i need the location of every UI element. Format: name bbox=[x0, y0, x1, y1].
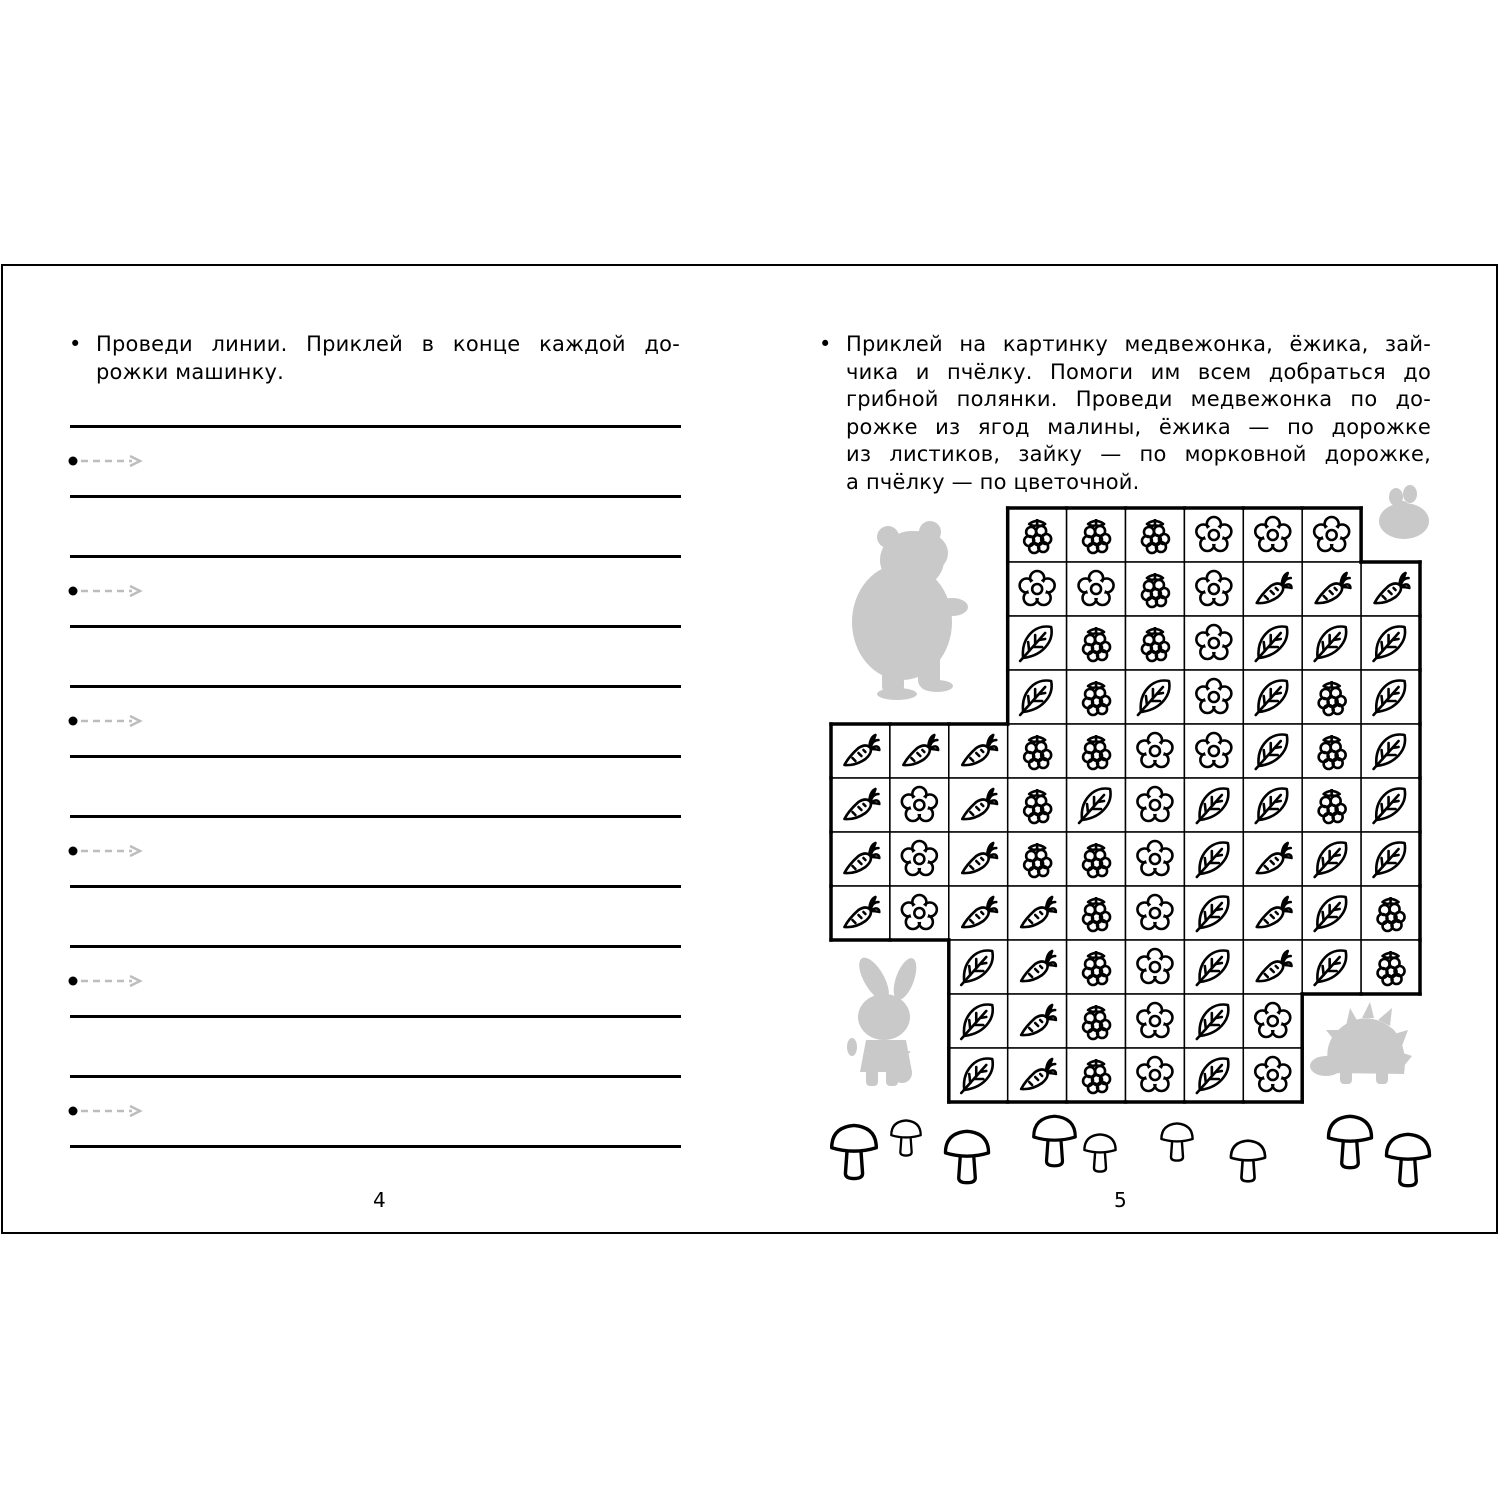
maze-cell bbox=[949, 778, 1008, 832]
maze-cell bbox=[1243, 940, 1302, 994]
maze-cell bbox=[1361, 562, 1420, 616]
maze-cell bbox=[1243, 562, 1302, 616]
hedgehog-silhouette bbox=[1310, 1018, 1405, 1084]
instruction-line: грибной полянки. Проведи медвежонка по до- bbox=[846, 387, 1431, 411]
maze-cell bbox=[1008, 994, 1067, 1048]
instruction-line: рожке из ягод малины, ёжика — по дорожке bbox=[846, 414, 1431, 439]
maze-cell bbox=[831, 886, 890, 940]
instruction-line: Проведи линии. Приклей в конце каждой до- bbox=[96, 332, 680, 356]
instruction-line: рожки машинку. bbox=[96, 359, 284, 384]
mushroom-icon bbox=[1084, 1134, 1115, 1171]
maze-cell bbox=[1243, 886, 1302, 940]
instruction-line: чика и пчёлку. Помоги им всем добраться до bbox=[846, 359, 1431, 384]
mushroom-icon bbox=[1231, 1141, 1265, 1182]
instruction-line: из листиков, зайку — по морковной дорожке, bbox=[846, 442, 1431, 466]
maze-cell bbox=[949, 724, 1008, 778]
mushroom-icon bbox=[1386, 1134, 1429, 1185]
mushroom-icon bbox=[891, 1120, 920, 1155]
instruction-line: а пчёлку — по цветочной. bbox=[846, 469, 1140, 494]
mushroom-icon bbox=[945, 1131, 988, 1182]
maze-cell bbox=[949, 886, 1008, 940]
maze-cell bbox=[1302, 562, 1361, 616]
mushroom-icon bbox=[1034, 1116, 1076, 1166]
page-number-right: 5 bbox=[1114, 1188, 1127, 1212]
maze-cell bbox=[890, 724, 949, 778]
maze-cell bbox=[831, 778, 890, 832]
maze-cell bbox=[831, 724, 890, 778]
maze-cell bbox=[1008, 940, 1067, 994]
maze-cell bbox=[1243, 832, 1302, 886]
bear-silhouette bbox=[852, 521, 968, 700]
mushroom-row bbox=[832, 1116, 1430, 1185]
mushroom-icon bbox=[832, 1125, 877, 1178]
mushroom-icon bbox=[1328, 1116, 1371, 1167]
maze-cell bbox=[1008, 1048, 1067, 1102]
maze-cell bbox=[831, 832, 890, 886]
page-number-left: 4 bbox=[373, 1188, 386, 1212]
bee-silhouette bbox=[1379, 485, 1429, 539]
maze-cell bbox=[1008, 886, 1067, 940]
bullet-icon: • bbox=[69, 332, 82, 356]
instruction-line: Приклей на картинку медвежонка, ёжика, зай- bbox=[846, 332, 1431, 356]
mushroom-icon bbox=[1161, 1123, 1192, 1160]
bunny-silhouette bbox=[847, 953, 921, 1086]
maze-cell bbox=[949, 832, 1008, 886]
bullet-icon: • bbox=[819, 332, 832, 356]
